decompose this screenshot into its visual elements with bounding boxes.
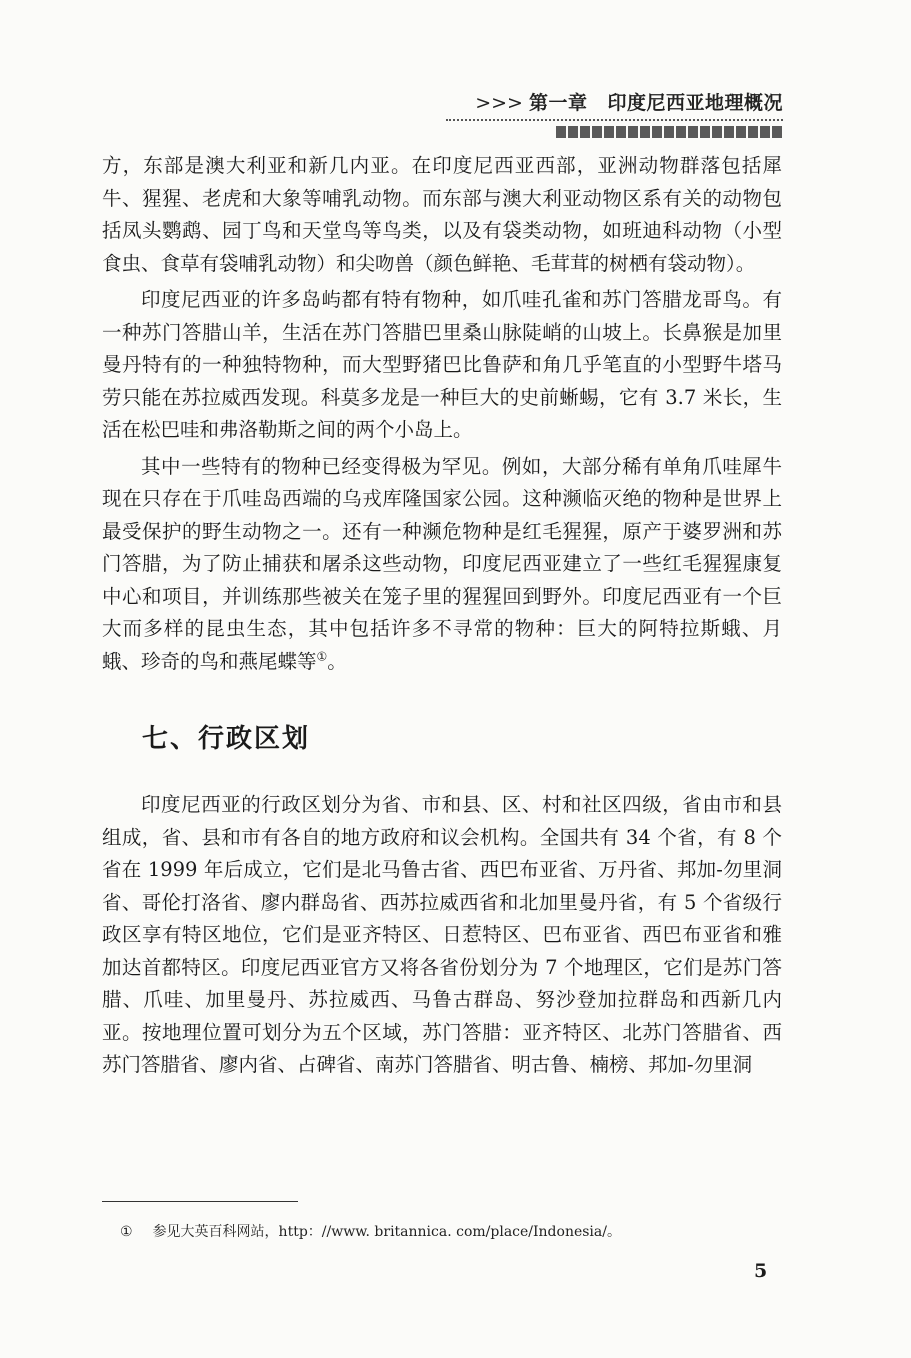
footnote-rule xyxy=(102,1201,298,1202)
footnote xyxy=(120,1221,621,1241)
paragraph-text: 其中一些特有的物种已经变得极为罕见。例如，大部分稀有单角爪哇犀牛现在只存在于爪哇岛西端的乌戎库隆国家公园。这种濒临灭绝的物种是世界上最受保护的野生动物之一。还有一种濒危物种是红毛猩猩，原产于婆罗洲和苏门答腊，为了防止捕获和屠杀这些动物，印度尼西亚建立了一些红毛猩猩康复中心和项目，并训练那些被关在笼子里的猩猩回到野外。印度尼西亚有一个巨大而多样的昆虫生态，其中包括许多不寻常的物种：巨大的阿特拉斯蛾、月蛾、珍奇的鸟和燕尾蝶等 xyxy=(102,454,782,673)
page-number: 5 xyxy=(754,1260,768,1282)
paragraph-administrative-division: 印度尼西亚的行政区划分为省、市和县、区、村和社区四级，省由市和县组成，省、县和市有各自的地方政府和议会机构。全国共有 34 个省，有 8 个省在 1999 年后成立，它们是北马鲁古省、西巴布亚省、万丹省、邦加-勿里洞省、哥伦打洛省、廖内群岛省、西苏拉威西省和北加里曼丹省，有 5 个省级行政区享有特区地位，它们是亚齐特区、日惹特区、巴布亚省、西巴布亚省和雅加达首都特区。印度尼西亚官方又将各省份划分为 7 个地理区，它们是苏门答腊、爪哇、加里曼丹、苏拉威西、马鲁古群岛、努沙登加拉群岛和西新几内亚。按地理位置可划分为五个区域，苏门答腊：亚齐特区、北苏门答腊省、西苏门答腊省、廖内省、占碑省、南苏门答腊省、明古鲁、楠榜、邦加-勿里洞 xyxy=(102,793,782,1076)
section-heading: 七、行政区划 xyxy=(142,724,311,754)
paragraph-fauna-regions: 方，东部是澳大利亚和新几内亚。在印度尼西亚西部，亚洲动物群落包括犀牛、猩猩、老虎和大象等哺乳动物。而东部与澳大利亚动物区系有关的动物包括凤头鹦鹉、园丁鸟和天堂鸟等鸟类，以及有袋类动物，如班迪科动物（小型食虫、食草有袋哺乳动物）和尖吻兽（颜色鲜艳、毛茸茸的树栖有袋动物）。 xyxy=(102,154,782,275)
paragraph-endangered-species xyxy=(102,451,782,679)
footnote-mark: ① xyxy=(120,1224,133,1240)
header-decorative-bar xyxy=(556,126,783,138)
chevrons-icon: >>> xyxy=(475,92,523,114)
chapter-title: 印度尼西亚地理概况 xyxy=(607,92,783,114)
header-dotted-rule xyxy=(446,119,783,121)
footnote-reference[interactable]: ① xyxy=(316,649,328,663)
running-header xyxy=(475,88,783,115)
paragraph-end: 。 xyxy=(327,649,347,673)
chapter-number: 第一章 xyxy=(528,92,588,114)
paragraph-endemic-species: 印度尼西亚的许多岛屿都有特有物种，如爪哇孔雀和苏门答腊龙哥鸟。有一种苏门答腊山羊，生活在苏门答腊巴里桑山脉陡峭的山坡上。长鼻猴是加里曼丹特有的一种独特物种，而大型野猪巴比鲁萨和角几乎笔直的小型野牛塔马劳只能在苏拉威西发现。科莫多龙是一种巨大的史前蜥蜴，它有 3.7 米长，生活在松巴哇和弗洛勒斯之间的两个小岛上。 xyxy=(102,288,782,441)
footnote-text: 参见大英百科网站，http：//www. britannica. com/place/Indonesia/。 xyxy=(152,1224,621,1240)
page-body xyxy=(102,150,782,1082)
